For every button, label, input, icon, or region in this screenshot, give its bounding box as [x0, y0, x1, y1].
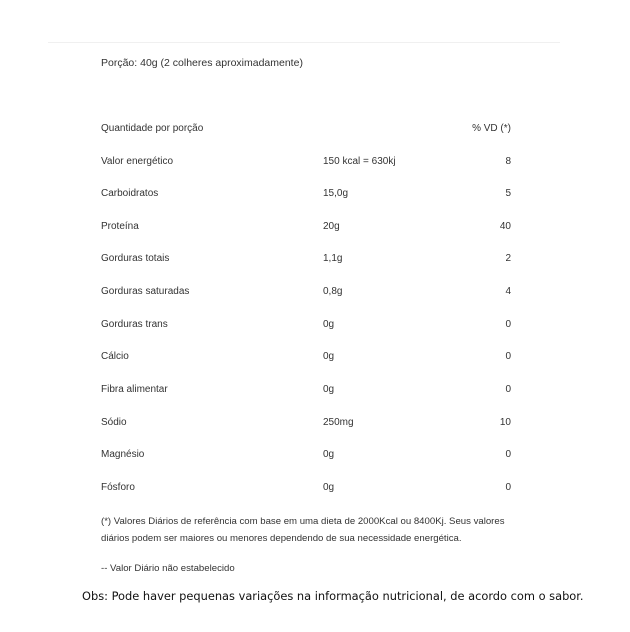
nutrient-amount: 250mg: [323, 417, 354, 428]
nutrient-amount: 0g: [323, 384, 335, 395]
table-row: [101, 188, 511, 202]
table-row: [101, 482, 511, 496]
nutrient-name: Fósforo: [101, 482, 135, 493]
nutrient-vd: 0: [505, 351, 511, 362]
nutrient-name: Fibra alimentar: [101, 384, 168, 395]
nutrient-vd: 10: [499, 417, 511, 428]
daily-value-footnote: [101, 513, 521, 547]
nutrient-vd: 0: [505, 482, 511, 493]
nutrient-amount: 15,0g: [323, 188, 349, 199]
nutrient-amount: 150 kcal = 630kj: [323, 156, 396, 167]
footnote-line-1: (*) Valores Diários de referência com base em uma dieta de 2000Kcal ou 8400Kj. Seus valores: [101, 516, 505, 527]
table-row: [101, 319, 511, 333]
table-row: [101, 449, 511, 463]
nutrient-amount: 0g: [323, 319, 335, 330]
nutrient-name: Cálcio: [101, 351, 129, 362]
nutrient-vd: 40: [499, 221, 511, 232]
nutrient-vd: 4: [505, 286, 511, 297]
nutrient-amount: 0g: [323, 351, 335, 362]
nutrient-name: Proteína: [101, 221, 139, 232]
nutrient-amount: 0g: [323, 449, 335, 460]
nutrient-vd: 0: [505, 384, 511, 395]
portion-size: Porção: 40g (2 colheres aproximadamente): [101, 57, 303, 69]
header-vd-label: % VD (*): [472, 123, 511, 134]
table-row: [101, 286, 511, 300]
table-row: [101, 221, 511, 235]
nutrient-vd: 0: [505, 449, 511, 460]
header-quantity-label: Quantidade por porção: [101, 123, 204, 134]
nutrient-vd: 8: [505, 156, 511, 167]
nutrient-amount: 20g: [323, 221, 340, 232]
top-divider: [48, 42, 560, 43]
table-row: [101, 351, 511, 365]
nutrient-name: Carboidratos: [101, 188, 159, 199]
nutrient-name: Sódio: [101, 417, 127, 428]
nutrient-vd: 2: [505, 253, 511, 264]
nutrient-name: Valor energético: [101, 156, 174, 167]
table-row: [101, 253, 511, 267]
nutrient-name: Magnésio: [101, 449, 145, 460]
table-row: [101, 156, 511, 170]
nutrient-amount: 1,1g: [323, 253, 343, 264]
nutrient-amount: 0g: [323, 482, 335, 493]
nutrient-amount: 0,8g: [323, 286, 343, 297]
nutrient-name: Gorduras totais: [101, 253, 170, 264]
nutrient-name: Gorduras trans: [101, 319, 168, 330]
nutrient-vd: 0: [505, 319, 511, 330]
table-header-row: [101, 123, 511, 137]
nutrient-name: Gorduras saturadas: [101, 286, 190, 297]
footnote-line-2: diários podem ser maiores ou menores dependendo de sua necessidade energética.: [101, 533, 462, 544]
table-row: [101, 417, 511, 431]
nutrient-vd: 5: [505, 188, 511, 199]
flavor-variation-note: Obs: Pode haver pequenas variações na informação nutricional, de acordo com o sabor.: [82, 589, 584, 603]
table-row: [101, 384, 511, 398]
not-established-note: -- Valor Diário não estabelecido: [101, 563, 235, 574]
